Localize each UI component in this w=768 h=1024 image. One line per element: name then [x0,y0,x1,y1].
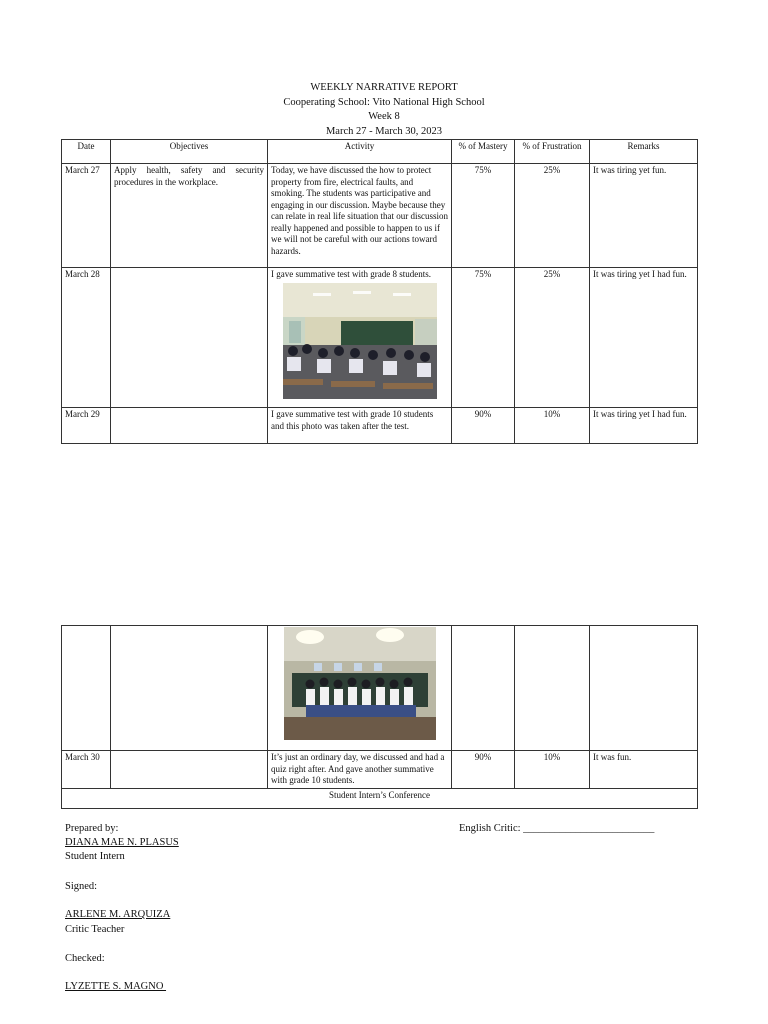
activity-text: I gave summative test with grade 8 students. [271,269,431,279]
checked-name: LYZETTE S. MAGNO [65,981,167,992]
date-cell: March 30 [62,751,111,789]
activity-cell [268,268,452,408]
classroom-test-photo [283,283,437,399]
mastery-cell: 75% [452,164,515,268]
table-row [62,408,698,444]
activity-cell: It’s just an ordinary day, we discussed and had a quiz right after. And gave another summative with grade 10 students. [268,751,452,789]
frustration-cell: 25% [515,164,590,268]
table-row [62,626,698,751]
prepared-name: DIANA MAE N. PLASUS [65,837,179,848]
objective-cell [111,408,268,444]
column-header: Remarks [590,140,698,164]
activity-photo-cell [268,626,452,751]
frustration-cell: 10% [515,408,590,444]
mastery-cell: 90% [452,408,515,444]
table-header-row [62,140,698,164]
conference-cell: Student Intern’s Conference [62,788,698,808]
week-number: Week 8 [368,111,400,122]
frustration-cell: 10% [515,751,590,789]
report-table [61,139,698,444]
conference-row [62,788,698,808]
remarks-cell: It was tiring yet fun. [590,164,698,268]
column-header: Objectives [111,140,268,164]
table-row [62,751,698,789]
column-header: % of Mastery [452,140,515,164]
column-header: % of Frustration [515,140,590,164]
checked-label: Checked: [65,953,105,964]
prepared-label: Prepared by: [65,823,119,834]
column-header: Date [62,140,111,164]
date-range: March 27 - March 30, 2023 [325,125,443,137]
remarks-cell: It was tiring yet I had fun. [590,268,698,408]
date-cell: March 28 [62,268,111,408]
report-table-continued [61,625,698,809]
activity-cell: I gave summative test with grade 10 students and this photo was taken after the test. [268,408,452,444]
objective-cell [111,751,268,789]
signed-name: ARLENE M. ARQUIZA [65,909,171,920]
date-cell: March 29 [62,408,111,444]
group-photo [284,627,436,740]
mastery-cell: 75% [452,268,515,408]
objective-cell [111,268,268,408]
report-header [0,81,768,139]
mastery-cell: 90% [452,751,515,789]
table-row [62,164,698,268]
remarks-cell: It was tiring yet I had fun. [590,408,698,444]
remarks-cell: It was fun. [590,751,698,789]
english-critic-label: English Critic: _________________________ [459,823,655,834]
cooperating-school: Cooperating School: Vito National High School [283,96,485,108]
column-header: Activity [268,140,452,164]
report-title: WEEKLY NARRATIVE REPORT [310,82,458,93]
table-row [62,268,698,408]
signed-role: Critic Teacher [65,924,125,935]
prepared-role: Student Intern [65,851,125,862]
signed-label: Signed: [65,881,98,892]
frustration-cell: 25% [515,268,590,408]
date-cell: March 27 [62,164,111,268]
objective-cell: Apply health, safety and security procedures in the workplace. [111,164,268,268]
activity-cell: Today, we have discussed the how to protect property from fire, electrical faults, and smoking. The students was participative and engaging in our discussion. Maybe because they can relate in real life situation that our discussion really happened and possible to happen to us if we will not be careful with our actions toward hazards. [268,164,452,268]
